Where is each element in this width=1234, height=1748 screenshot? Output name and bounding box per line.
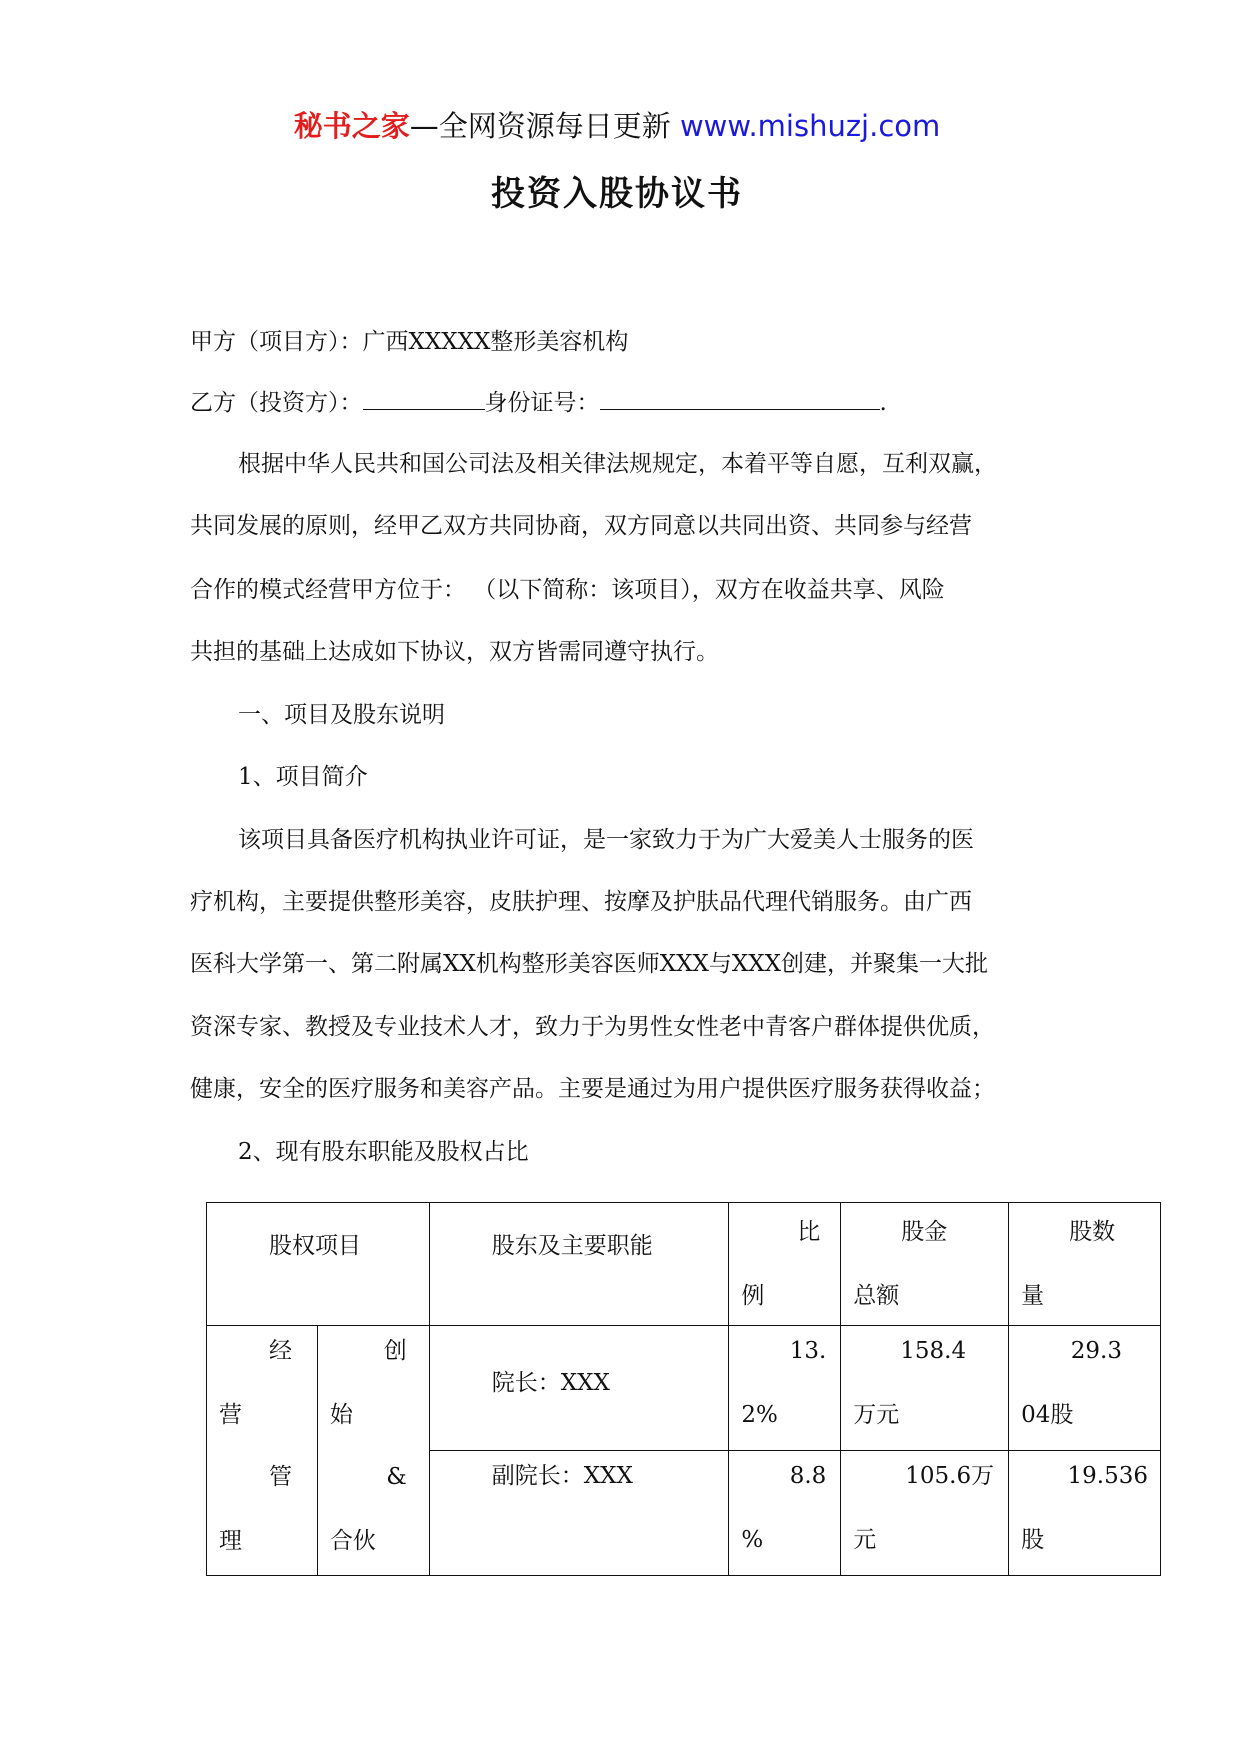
party-a: 甲方（项目方）：广西XXXXX整形美容机构	[190, 329, 629, 355]
header-equity-item: 股权项目	[207, 1203, 430, 1326]
count-cell: 29.3 04股	[1009, 1326, 1161, 1451]
subsection-heading: 2、现有股东职能及股权占比	[238, 1139, 529, 1165]
document-title: 投资入股协议书	[491, 174, 743, 214]
intro-line: 合作的模式经营甲方位于： （以下简称：该项目），双方在收益共享、风险	[190, 577, 945, 603]
intro-line: 共同发展的原则，经甲乙双方共同协商，双方同意以共同出资、共同参与经营	[190, 513, 972, 539]
id-end: .	[879, 390, 887, 416]
intro-line: 共担的基础上达成如下协议，双方皆需同遵守执行。	[190, 639, 719, 665]
brand-name: 秘书之家	[293, 109, 410, 143]
table-header-row	[207, 1203, 1161, 1326]
party-b-label: 乙方（投资方）：	[190, 390, 363, 416]
ratio-cell: 8.8 %	[729, 1451, 841, 1576]
group-cell-founder: 创 始 & 合伙	[317, 1326, 429, 1576]
subsection-heading: 1、项目简介	[238, 764, 368, 790]
project-desc-line: 该项目具备医疗机构执业许可证，是一家致力于为广大爱美人士服务的医	[238, 827, 974, 853]
party-b-line	[190, 387, 887, 418]
section-heading: 一、项目及股东说明	[238, 702, 445, 728]
project-desc-line: 疗机构，主要提供整形美容，皮肤护理、按摩及护肤品代理代销服务。由广西	[190, 889, 972, 915]
amount-cell: 158.4 万元	[841, 1326, 1009, 1451]
role-cell: 副院长：XXX	[429, 1451, 729, 1576]
id-label: 身份证号：	[484, 390, 600, 416]
header-shareholder: 股东及主要职能	[429, 1203, 729, 1326]
count-cell: 19.536 股	[1009, 1451, 1161, 1576]
project-desc-line: 医科大学第一、第二附属XX机构整形美容医师XXX与XXX创建，并聚集一大批	[190, 951, 988, 977]
ratio-cell: 13. 2%	[729, 1326, 841, 1451]
header-ratio: 比 例	[729, 1203, 841, 1326]
header-count: 股数 量	[1009, 1203, 1161, 1326]
site-banner	[0, 104, 1234, 145]
banner-url[interactable]: www.mishuzj.com	[679, 109, 941, 143]
shareholder-table	[206, 1202, 1161, 1576]
role-cell: 院长：XXX	[429, 1326, 729, 1451]
table-row	[207, 1326, 1161, 1451]
party-b-blank	[363, 387, 485, 410]
banner-tagline: —全网资源每日更新	[409, 109, 671, 143]
group-cell-management: 经 营 管 理	[207, 1326, 318, 1576]
project-desc-line: 健康，安全的医疗服务和美容产品。主要是通过为用户提供医疗服务获得收益；	[190, 1076, 995, 1102]
id-blank	[600, 387, 880, 410]
header-amount: 股金 总额	[841, 1203, 1009, 1326]
project-desc-line: 资深专家、教授及专业技术人才，致力于为男性女性老中青客户群体提供优质，	[190, 1014, 995, 1040]
intro-line: 根据中华人民共和国公司法及相关律法规规定，本着平等自愿，互利双赢，	[238, 451, 997, 477]
amount-cell: 105.6万 元	[841, 1451, 1009, 1576]
